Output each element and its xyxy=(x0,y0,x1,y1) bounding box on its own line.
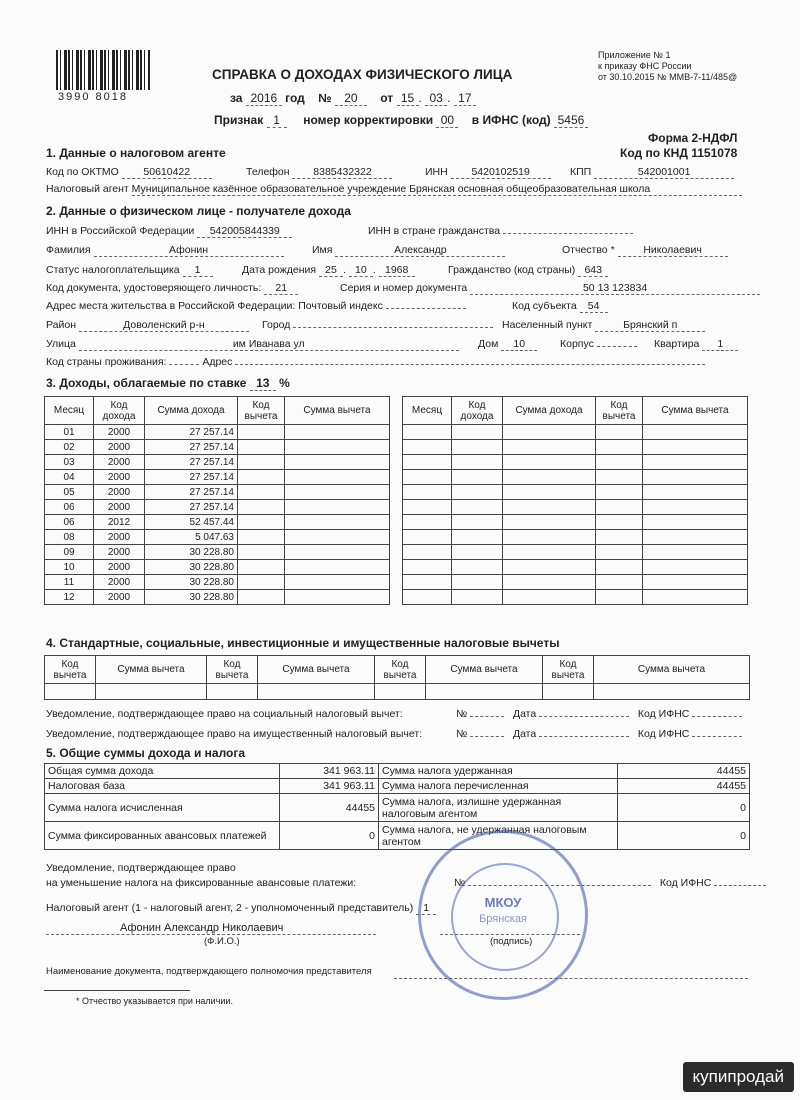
person-inn-row xyxy=(46,225,292,238)
property-ifns-field xyxy=(692,736,742,737)
agent-inn-row xyxy=(425,166,551,179)
col-deduction-sum: Сумма вычета xyxy=(285,397,390,425)
patronymic-label: Отчество * xyxy=(562,244,615,256)
agent-phone-row xyxy=(246,166,392,179)
priznak-field: 1 xyxy=(267,113,287,128)
social-notice-row xyxy=(46,708,403,720)
citizenship-label: Гражданство (код страны) xyxy=(448,264,576,276)
col-income-code: Код дохода xyxy=(94,397,145,425)
col-income-sum: Сумма дохода xyxy=(145,397,238,425)
firstname-field: Александр xyxy=(335,244,505,257)
seal-text-1: МКОУ xyxy=(484,895,522,910)
income-row xyxy=(45,575,390,590)
income-code: 2000 xyxy=(94,455,145,470)
district-row xyxy=(46,319,249,332)
income-month: 03 xyxy=(45,455,94,470)
correction-label: номер корректировки xyxy=(303,113,434,127)
flat-row xyxy=(654,338,738,351)
tax-transferred-label: Сумма налога перечисленная xyxy=(379,779,618,794)
income-month: 02 xyxy=(45,440,94,455)
phone-field: 8385432322 xyxy=(292,166,392,179)
income-month: 06 xyxy=(45,500,94,515)
totals-row-4 xyxy=(45,822,750,850)
patronymic-field: Николаевич xyxy=(618,244,728,257)
deduction-sum xyxy=(285,440,390,455)
appendix-line3: от 30.10.2015 № ММВ-7-11/485@ xyxy=(598,72,738,82)
income-code: 2000 xyxy=(94,575,145,590)
ded-sum-3: Сумма вычета xyxy=(426,656,543,684)
property-date-field xyxy=(539,736,629,737)
income-code: 2000 xyxy=(94,560,145,575)
district-field: Доволенский р-н xyxy=(79,319,249,332)
rate-percent: % xyxy=(279,376,290,390)
tax-not-withheld-value: 0 xyxy=(618,822,750,850)
locality-label: Населенный пункт xyxy=(502,319,593,331)
signer-name: Афонин Александр Николаевич xyxy=(120,922,284,934)
social-num-field xyxy=(470,716,504,717)
building-row xyxy=(560,338,637,350)
foreign-inn-label: ИНН в стране гражданства xyxy=(368,225,501,237)
deduction-sum xyxy=(285,575,390,590)
property-ifns-label: Код ИФНС xyxy=(637,728,690,740)
date-day: 15 xyxy=(397,91,419,106)
income-row-empty xyxy=(403,530,748,545)
income-row-empty xyxy=(403,440,748,455)
deduction-code xyxy=(238,455,285,470)
doc-series-field: 50 13 123834 xyxy=(470,282,760,295)
building-label: Корпус xyxy=(560,338,594,350)
agent-inn-label: ИНН xyxy=(425,166,448,178)
locality-row xyxy=(502,319,705,332)
city-field xyxy=(293,327,493,328)
deduction-code xyxy=(238,560,285,575)
doc-series-row xyxy=(340,282,760,295)
dob-month: 10 xyxy=(349,264,373,277)
tax-transferred-value: 44455 xyxy=(618,779,750,794)
surname-label: Фамилия xyxy=(46,244,91,256)
tax-excess-value: 0 xyxy=(618,794,750,822)
appendix-line2: к приказу ФНС России xyxy=(598,61,692,71)
form-name: Форма 2-НДФЛ xyxy=(648,131,738,145)
income-month: 11 xyxy=(45,575,94,590)
income-month: 05 xyxy=(45,485,94,500)
fixed-adv-value: 0 xyxy=(280,822,379,850)
footnote-divider xyxy=(44,990,190,991)
dob-row: Дата рождения 25 . 10 . 1968 xyxy=(242,264,415,277)
income-row xyxy=(45,500,390,515)
footnote: * Отчество указывается при наличии. xyxy=(76,996,233,1006)
date-label: от xyxy=(380,91,394,105)
col-income-code-2: Код дохода xyxy=(452,397,503,425)
col-deduction-sum-2: Сумма вычета xyxy=(643,397,748,425)
social-date-label: Дата xyxy=(512,708,537,720)
property-date-label: Дата xyxy=(512,728,537,740)
income-table-left xyxy=(44,396,390,605)
social-num-label: № xyxy=(456,708,468,720)
citizenship-field: 643 xyxy=(578,264,608,277)
income-row-empty xyxy=(403,590,748,605)
income-sum: 27 257.14 xyxy=(145,485,238,500)
tax-withheld-value: 44455 xyxy=(618,764,750,779)
district-label: Район xyxy=(46,319,76,331)
header-line1: за 2016 год № 20 от 15 . 03 . 17 xyxy=(230,91,476,106)
year-field: 2016 xyxy=(246,91,282,106)
col-deduction-code: Код вычета xyxy=(238,397,285,425)
deductions-table xyxy=(44,655,750,700)
deduction-code xyxy=(238,470,285,485)
ded-code-3: Код вычета xyxy=(375,656,426,684)
advance-ifns-label: Код ИФНС xyxy=(659,877,712,889)
income-code: 2000 xyxy=(94,500,145,515)
date-year: 17 xyxy=(454,91,476,106)
street-label: Улица xyxy=(46,338,76,350)
flat-label: Квартира xyxy=(654,338,700,350)
social-date-field xyxy=(539,716,629,717)
dob-label: Дата рождения xyxy=(242,264,317,276)
country-row xyxy=(46,356,705,368)
property-num-label: № xyxy=(456,728,468,740)
tax-not-withheld-label: Сумма налога, не удержанная налоговым агентом xyxy=(379,822,618,850)
agent-oktmo-row xyxy=(46,166,212,179)
rep-doc-label: Наименование документа, подтверждающего полномочия представителя xyxy=(46,966,372,977)
tax-base-value: 341 963.11 xyxy=(280,779,379,794)
rate-field: 13 xyxy=(250,376,276,391)
person-inn-field: 542005844339 xyxy=(197,225,292,238)
col-month-2: Месяц xyxy=(403,397,452,425)
foreign-inn-field xyxy=(503,233,633,234)
income-row xyxy=(45,560,390,575)
signer-row xyxy=(46,902,436,915)
dob-day: 25 xyxy=(319,264,343,277)
site-watermark: купипродай xyxy=(683,1062,794,1092)
correction-field: 00 xyxy=(436,113,458,128)
income-month: 10 xyxy=(45,560,94,575)
income-sum: 27 257.14 xyxy=(145,440,238,455)
col-deduction-code-2: Код вычета xyxy=(596,397,643,425)
income-month: 06 xyxy=(45,515,94,530)
income-sum: 30 228.80 xyxy=(145,575,238,590)
section4-title: 4. Стандартные, социальные, инвестиционные и имущественные налоговые вычеты xyxy=(46,636,560,650)
income-row-empty xyxy=(403,575,748,590)
ded-sum-4: Сумма вычета xyxy=(594,656,750,684)
locality-field: Брянский п xyxy=(595,319,705,332)
advance-ifns-field xyxy=(714,885,766,886)
income-row xyxy=(45,485,390,500)
kpp-field: 542001001 xyxy=(594,166,734,179)
firstname-row xyxy=(312,244,505,257)
income-sum: 27 257.14 xyxy=(145,500,238,515)
income-code: 2000 xyxy=(94,425,145,440)
income-month: 09 xyxy=(45,545,94,560)
signer-label: Налоговый агент (1 - налоговый агент, 2 - уполномоченный представитель) xyxy=(46,902,414,914)
deduction-code xyxy=(238,485,285,500)
signer-name-line xyxy=(46,934,376,935)
social-ifns-label: Код ИФНС xyxy=(637,708,690,720)
income-row xyxy=(45,530,390,545)
income-sum: 27 257.14 xyxy=(145,455,238,470)
sign-label: (подпись) xyxy=(490,936,533,947)
dob-year: 1968 xyxy=(379,264,415,277)
income-sum: 30 228.80 xyxy=(145,590,238,605)
deduction-sum xyxy=(285,485,390,500)
totals-row-2 xyxy=(45,779,750,794)
city-row xyxy=(262,319,493,331)
address-row xyxy=(46,300,466,312)
oktmo-label: Код по ОКТМО xyxy=(46,166,119,178)
agent-name-label: Налоговый агент xyxy=(46,183,129,195)
deduction-code xyxy=(238,440,285,455)
agent-name-row xyxy=(46,183,742,196)
deductions-row xyxy=(45,684,750,700)
income-sum: 30 228.80 xyxy=(145,545,238,560)
totals-table xyxy=(44,763,750,850)
tax-calc-value: 44455 xyxy=(280,794,379,822)
agent-kpp-row xyxy=(570,166,734,179)
signer-value: 1 xyxy=(416,902,436,915)
agent-inn-field: 5420102519 xyxy=(451,166,551,179)
deduction-sum xyxy=(285,455,390,470)
social-ifns-field xyxy=(692,716,742,717)
status-row xyxy=(46,264,213,277)
advance-notice-line2: на уменьшение налога на фиксированные авансовые платежи: xyxy=(46,877,357,889)
income-table-right xyxy=(402,396,748,605)
section5-title: 5. Общие суммы дохода и налога xyxy=(46,746,246,760)
income-row xyxy=(45,425,390,440)
income-month: 08 xyxy=(45,530,94,545)
income-row xyxy=(45,590,390,605)
income-row-empty xyxy=(403,545,748,560)
income-code: 2000 xyxy=(94,470,145,485)
col-month: Месяц xyxy=(45,397,94,425)
income-sum: 52 457.44 xyxy=(145,515,238,530)
citizenship-row xyxy=(448,264,608,277)
priznak-label: Признак xyxy=(214,113,264,127)
agent-name-field: Муниципальное казённое образовательное учреждение Брянская основная общеобразовательная школа xyxy=(132,183,742,196)
income-row xyxy=(45,515,390,530)
date-month: 03 xyxy=(425,91,447,106)
person-inn-label: ИНН в Российской Федерации xyxy=(46,225,195,237)
doc-code-label: Код документа, удостоверяющего личность: xyxy=(46,282,262,294)
country-label: Код страны проживания: xyxy=(46,356,167,368)
official-seal xyxy=(418,830,588,1000)
income-row-empty xyxy=(403,560,748,575)
patronymic-row xyxy=(562,244,728,257)
property-notice-label: Уведомление, подтверждающее право на имущественный налоговый вычет: xyxy=(46,728,423,740)
col-income-sum-2: Сумма дохода xyxy=(503,397,596,425)
income-month: 01 xyxy=(45,425,94,440)
fixed-adv-label: Сумма фиксированных авансовых платежей xyxy=(45,822,280,850)
deduction-code xyxy=(238,590,285,605)
knd-code: Код по КНД 1151078 xyxy=(620,146,738,160)
deduction-code xyxy=(238,425,285,440)
deduction-sum xyxy=(285,470,390,485)
country-field xyxy=(169,364,199,365)
income-sum: 27 257.14 xyxy=(145,470,238,485)
income-code: 2000 xyxy=(94,530,145,545)
deduction-code xyxy=(238,545,285,560)
property-num-field xyxy=(470,736,504,737)
deduction-sum xyxy=(285,515,390,530)
building-field xyxy=(597,346,637,347)
house-row xyxy=(478,338,537,351)
income-row xyxy=(45,440,390,455)
year-label: за xyxy=(230,91,243,105)
tax-withheld-label: Сумма налога удержанная xyxy=(379,764,618,779)
ded-code-1: Код вычета xyxy=(45,656,96,684)
income-row-empty xyxy=(403,455,748,470)
advance-notice-line1: Уведомление, подтверждающее право xyxy=(46,862,236,874)
barcode xyxy=(56,50,150,90)
flat-field: 1 xyxy=(702,338,738,351)
section2-title: 2. Данные о физическом лице - получателе дохода xyxy=(46,204,351,218)
status-field: 1 xyxy=(183,264,213,277)
kpp-label: КПП xyxy=(570,166,592,178)
income-code: 2000 xyxy=(94,440,145,455)
doc-code-row xyxy=(46,282,298,295)
income-row-empty xyxy=(403,425,748,440)
property-notice-row xyxy=(46,728,422,740)
deduction-code xyxy=(238,575,285,590)
social-notice-label: Уведомление, подтверждающее право на социальный налоговый вычет: xyxy=(46,708,403,720)
city-label: Город xyxy=(262,319,291,331)
ded-code-4: Код вычета xyxy=(543,656,594,684)
deduction-code xyxy=(238,530,285,545)
income-row-empty xyxy=(403,485,748,500)
phone-label: Телефон xyxy=(246,166,290,178)
deduction-sum xyxy=(285,560,390,575)
income-code: 2000 xyxy=(94,545,145,560)
number-field: 20 xyxy=(335,91,367,106)
income-row xyxy=(45,545,390,560)
doc-code-field: 21 xyxy=(264,282,298,295)
barcode-digits: 3990 8018 xyxy=(58,91,128,103)
deduction-sum xyxy=(285,530,390,545)
surname-field: Афонин xyxy=(94,244,284,257)
social-notice-fields xyxy=(456,708,742,720)
deduction-sum xyxy=(285,590,390,605)
totals-row-1 xyxy=(45,764,750,779)
deduction-code xyxy=(238,500,285,515)
section3-title xyxy=(46,376,290,391)
income-row xyxy=(45,470,390,485)
income-code: 2000 xyxy=(94,590,145,605)
ifns-field: 5456 xyxy=(554,113,588,128)
street-row xyxy=(46,338,459,351)
ded-sum-1: Сумма вычета xyxy=(96,656,207,684)
page-title: СПРАВКА О ДОХОДАХ ФИЗИЧЕСКОГО ЛИЦА xyxy=(212,67,513,82)
income-code: 2012 xyxy=(94,515,145,530)
total-income-value: 341 963.11 xyxy=(280,764,379,779)
surname-row xyxy=(46,244,284,257)
section1-title: 1. Данные о налоговом агенте xyxy=(46,146,226,160)
number-label: № xyxy=(318,91,332,105)
house-label: Дом xyxy=(478,338,499,350)
region-field: 54 xyxy=(580,300,608,313)
total-income-label: Общая сумма дохода xyxy=(45,764,280,779)
income-month: 04 xyxy=(45,470,94,485)
firstname-label: Имя xyxy=(312,244,333,256)
street-field: им Иванава ул xyxy=(79,338,459,351)
section3-title-text: 3. Доходы, облагаемые по ставке xyxy=(46,376,247,390)
doc-series-label: Серия и номер документа xyxy=(340,282,468,294)
ded-code-2: Код вычета xyxy=(207,656,258,684)
deduction-sum xyxy=(285,500,390,515)
foreign-address-field xyxy=(235,364,705,365)
tax-base-label: Налоговая база xyxy=(45,779,280,794)
income-row-empty xyxy=(403,470,748,485)
ifns-label: в ИФНС (код) xyxy=(471,113,551,127)
income-sum: 5 047.63 xyxy=(145,530,238,545)
header-line2 xyxy=(214,113,588,128)
region-label: Код субъекта xyxy=(512,300,577,312)
income-code: 2000 xyxy=(94,485,145,500)
ded-sum-2: Сумма вычета xyxy=(258,656,375,684)
seal-text-2: Брянская xyxy=(479,913,527,925)
region-row xyxy=(512,300,608,313)
deduction-sum xyxy=(285,545,390,560)
advance-num-label: № xyxy=(454,877,466,889)
appendix-line1: Приложение № 1 xyxy=(598,50,671,60)
oktmo-field: 50610422 xyxy=(122,166,212,179)
fio-label: (Ф.И.О.) xyxy=(204,936,240,947)
property-notice-fields xyxy=(456,728,742,740)
deduction-code xyxy=(238,515,285,530)
address-label: Адрес места жительства в Российской Федерации: xyxy=(46,300,296,312)
postcode-label: Почтовый индекс xyxy=(298,300,383,312)
postcode-field xyxy=(386,308,466,309)
income-row xyxy=(45,455,390,470)
income-row-empty xyxy=(403,515,748,530)
god-label: год xyxy=(285,91,305,105)
income-sum: 27 257.14 xyxy=(145,425,238,440)
foreign-inn-row xyxy=(368,225,633,237)
deduction-sum xyxy=(285,425,390,440)
income-sum: 30 228.80 xyxy=(145,560,238,575)
foreign-address-label: Адрес xyxy=(202,356,233,368)
totals-row-3 xyxy=(45,794,750,822)
status-label: Статус налогоплательщика xyxy=(46,264,180,276)
income-row-empty xyxy=(403,500,748,515)
tax-calc-label: Сумма налога исчисленная xyxy=(45,794,280,822)
income-month: 12 xyxy=(45,590,94,605)
house-field: 10 xyxy=(501,338,537,351)
tax-excess-label: Сумма налога, излишне удержанная налоговым агентом xyxy=(379,794,618,822)
